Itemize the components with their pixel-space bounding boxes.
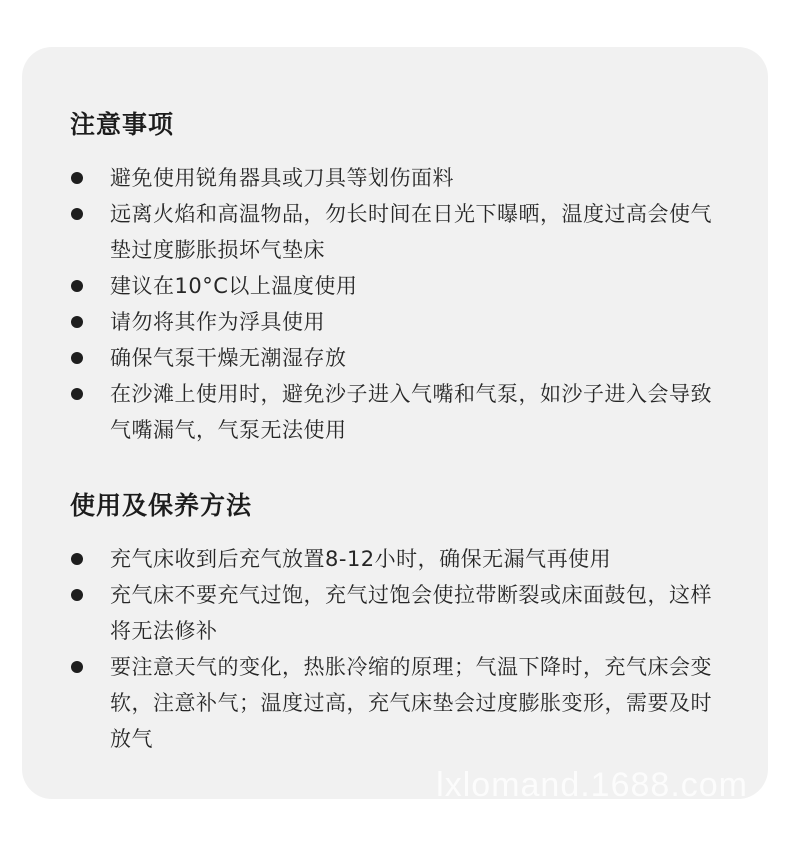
list-item: 远离火焰和高温物品，勿长时间在日光下曝晒，温度过高会使气垫过度膨胀损坏气垫床 <box>70 196 730 268</box>
watermark: lxlomand.1688.com <box>436 766 748 799</box>
bullet-icon <box>71 388 83 400</box>
list-item: 充气床不要充气过饱，充气过饱会使拉带断裂或床面鼓包，这样将无法修补 <box>70 577 730 649</box>
bullet-icon <box>71 661 83 673</box>
section-title-usage-care: 使用及保养方法 <box>70 491 253 520</box>
bullet-icon <box>71 172 83 184</box>
usage-care-list <box>70 541 730 757</box>
bullet-icon <box>71 352 83 364</box>
bullet-icon <box>71 208 83 220</box>
list-item: 避免使用锐角器具或刀具等划伤面料 <box>70 160 730 196</box>
info-card <box>22 47 768 799</box>
bullet-icon <box>71 553 83 565</box>
list-item: 建议在10°C以上温度使用 <box>70 268 730 304</box>
list-item: 要注意天气的变化，热胀冷缩的原理；气温下降时，充气床会变软，注意补气；温度过高，充气床垫会过度膨胀变形，需要及时放气 <box>70 649 730 757</box>
list-item: 在沙滩上使用时，避免沙子进入气嘴和气泵，如沙子进入会导致气嘴漏气，气泵无法使用 <box>70 376 730 448</box>
list-item: 充气床收到后充气放置8-12小时，确保无漏气再使用 <box>70 541 730 577</box>
bullet-icon <box>71 589 83 601</box>
bullet-icon <box>71 280 83 292</box>
section-title-precautions: 注意事项 <box>70 110 175 139</box>
list-item: 确保气泵干燥无潮湿存放 <box>70 340 730 376</box>
bullet-icon <box>71 316 83 328</box>
precautions-list <box>70 160 730 448</box>
list-item: 请勿将其作为浮具使用 <box>70 304 730 340</box>
